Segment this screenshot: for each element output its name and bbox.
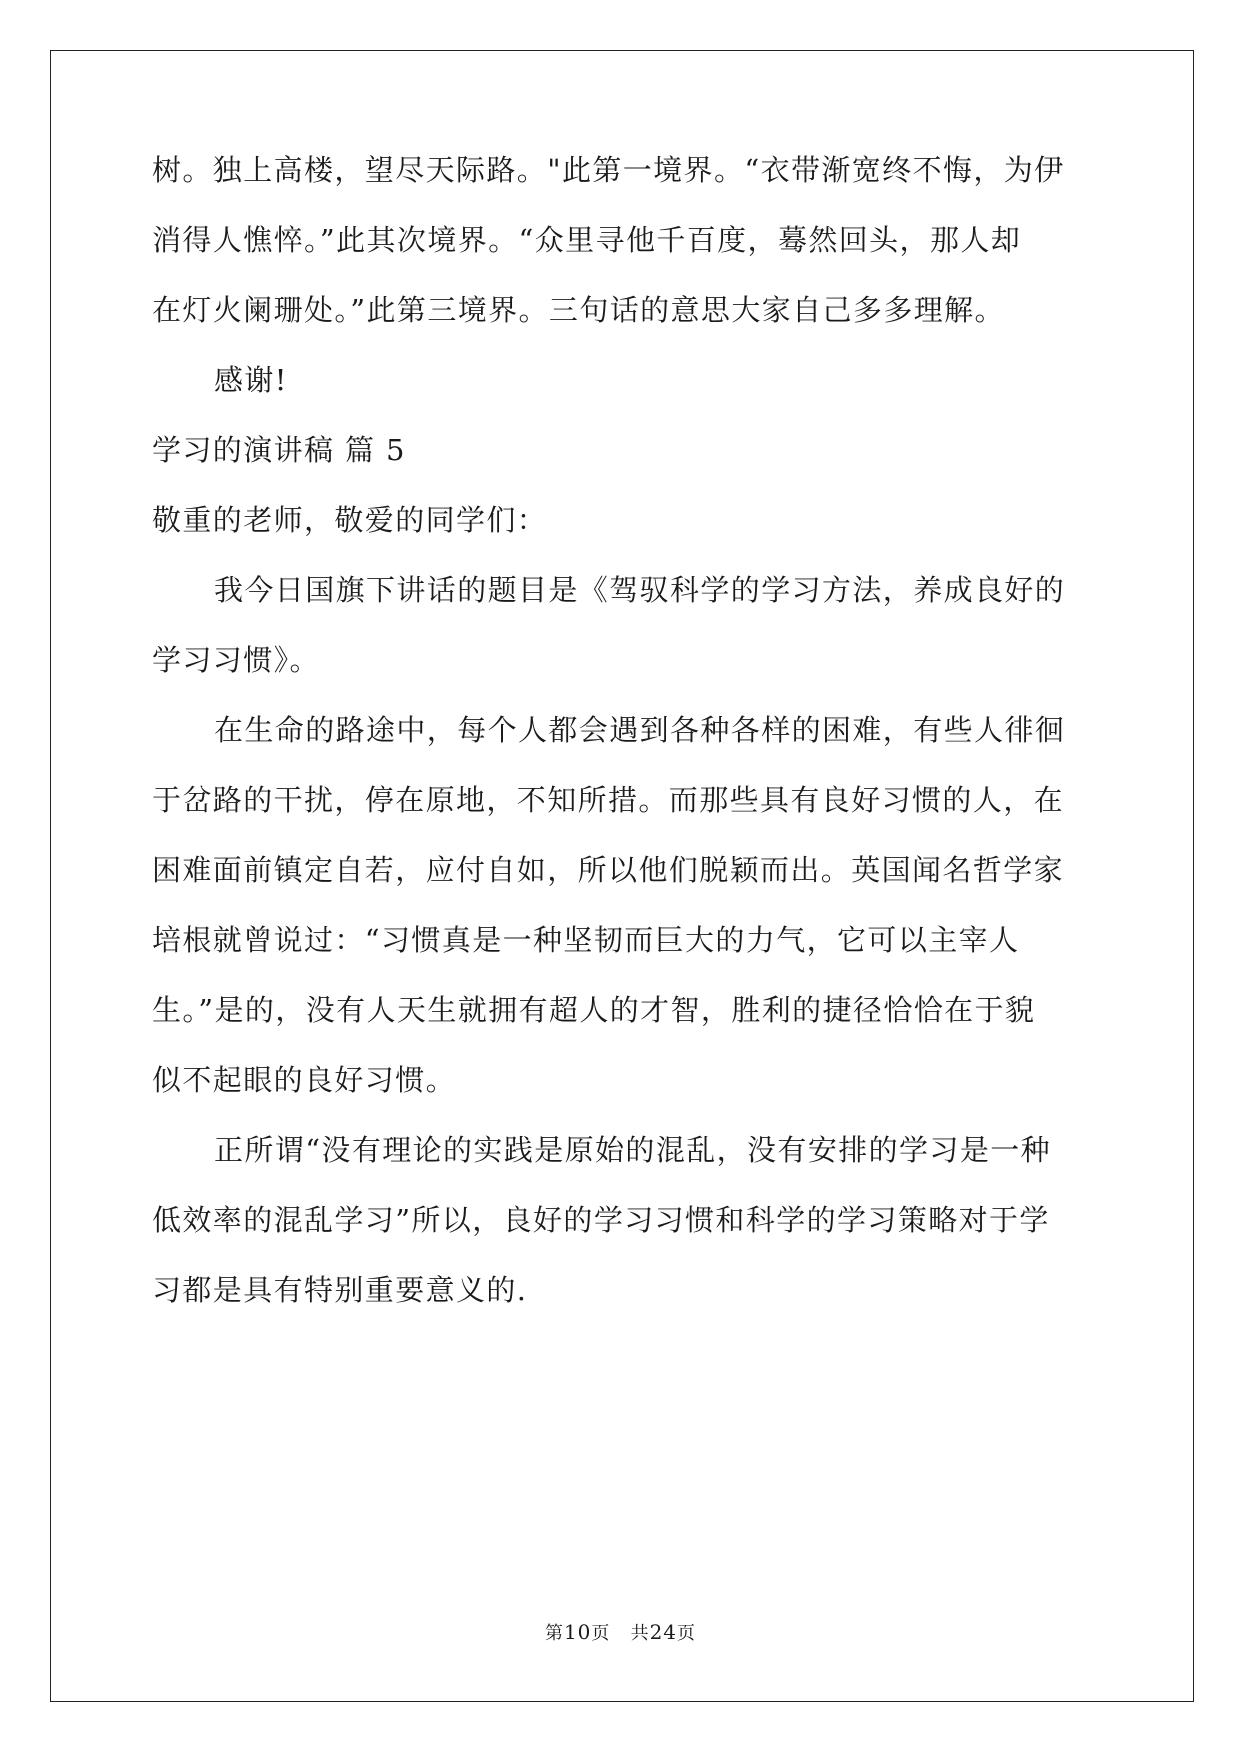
text-line-17: 习都是具有特别重要意义的. <box>152 1273 528 1307</box>
page-prefix: 第 <box>544 1623 564 1644</box>
salutation: 敬重的老师，敬爱的同学们： <box>152 503 548 537</box>
text-line-3: 在灯火阑珊处。”此第三境界。三句话的意思大家自己多多理解。 <box>152 293 1005 327</box>
total-suffix: 页 <box>677 1623 697 1644</box>
section-heading: 学习的演讲稿 篇 5 <box>152 433 406 467</box>
text-line-10: 于岔路的干扰，停在原地，不知所措。而那些具有良好习惯的人，在 <box>152 783 1065 817</box>
text-line-11: 困难面前镇定自若，应付自如，所以他们脱颖而出。英国闻名哲学家 <box>152 853 1065 887</box>
text-line-1: 树。独上高楼，望尽天际路。"此第一境界。“衣带渐宽终不悔，为伊 <box>152 153 1065 187</box>
text-line-2: 消得人憔悴。”此其次境界。“众里寻他千百度，蓦然回头，那人却 <box>152 223 1022 257</box>
page-footer <box>0 1620 1241 1646</box>
total-pages: 24 <box>649 1620 678 1644</box>
text-line-16: 低效率的混乱学习”所以，良好的学习习惯和科学的学习策略对于学 <box>152 1203 1050 1237</box>
text-line-14: 似不起眼的良好习惯。 <box>152 1063 457 1097</box>
thanks-line: 感谢! <box>214 363 288 397</box>
total-prefix: 共 <box>630 1623 650 1644</box>
text-line-9: 在生命的路途中，每个人都会遇到各种各样的困难，有些人徘徊 <box>214 713 1066 747</box>
text-line-12: 培根就曾说过：“习惯真是一种坚韧而巨大的力气，它可以主宰人 <box>152 923 1020 957</box>
text-line-13: 生。”是的，没有人天生就拥有超人的才智，胜利的捷径恰恰在于貌 <box>152 993 1036 1027</box>
page-suffix: 页 <box>591 1623 611 1644</box>
text-line-8: 学习习惯》。 <box>152 643 320 677</box>
text-line-7: 我今日国旗下讲话的题目是《驾驭科学的学习方法，养成良好的 <box>214 573 1066 607</box>
page-number: 10 <box>563 1620 592 1644</box>
text-line-15: 正所谓“没有理论的实践是原始的混乱，没有安排的学习是一种 <box>214 1133 1052 1167</box>
